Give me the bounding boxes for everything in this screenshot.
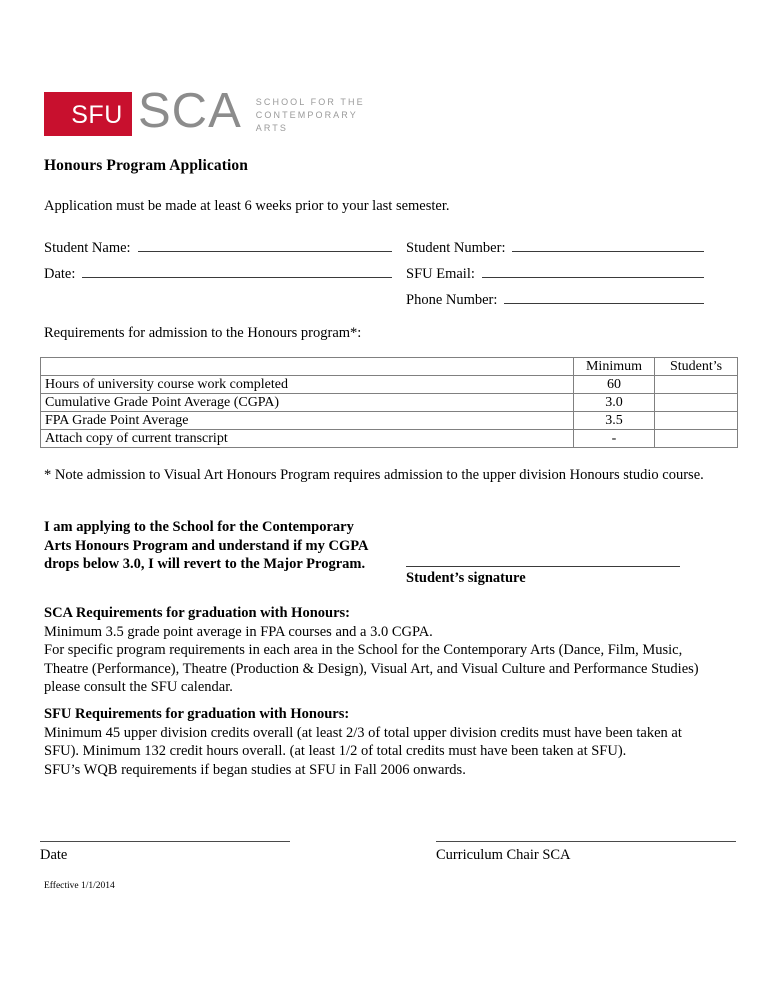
phone-number-field[interactable] bbox=[406, 290, 734, 309]
field-row-1 bbox=[44, 238, 734, 264]
column-header-requirement bbox=[41, 358, 574, 376]
sca-requirements-line-2: For specific program requirements in each area in the School for the Contemporary Arts (Dance, Film, Music, Theatre (Performance), Theatre (Production & Design), Visual Art, and Visual Culture and Performance Studies) please consult the SFU calendar. bbox=[44, 642, 699, 695]
effective-date-note: Effective 1/1/2014 bbox=[44, 881, 115, 891]
cell-minimum: 3.0 bbox=[574, 394, 655, 412]
requirements-intro: Requirements for admission to the Honours program*: bbox=[44, 325, 362, 341]
cell-requirement: Hours of university course work completed bbox=[41, 376, 574, 394]
sca-requirements-heading: SCA Requirements for graduation with Honours: bbox=[44, 605, 351, 621]
sfu-sca-logo bbox=[44, 84, 365, 138]
student-number-input[interactable] bbox=[512, 238, 704, 252]
student-signature-label: Student’s signature bbox=[406, 570, 526, 586]
applicant-fields bbox=[44, 238, 734, 316]
sca-requirements-block bbox=[44, 604, 714, 697]
phone-number-label: Phone Number: bbox=[406, 292, 498, 308]
requirements-table bbox=[40, 357, 738, 448]
sca-logo-tagline bbox=[256, 96, 365, 135]
tagline-line-1: SCHOOL FOR THE bbox=[255, 97, 365, 107]
sfu-email-label: SFU Email: bbox=[406, 266, 475, 282]
sfu-requirements-line-1: Minimum 45 upper division credits overall (at least 2/3 of total upper division credits must have been taken at SFU). Minimum 132 credit hours overall. (at least 1/2 of total credits must have been taken at SFU). bbox=[44, 724, 682, 759]
sfu-logo-text: SFU bbox=[71, 100, 123, 129]
declaration-line-3: drops below 3.0, I will revert to the Major Program. bbox=[44, 556, 366, 572]
approval-date-label: Date bbox=[40, 847, 68, 863]
table-row bbox=[41, 394, 738, 412]
student-number-field[interactable] bbox=[406, 238, 734, 257]
date-field[interactable] bbox=[44, 264, 406, 283]
cell-minimum: 3.5 bbox=[574, 412, 655, 430]
sca-requirements-line-1: Minimum 3.5 grade point average in FPA courses and a 3.0 CGPA. bbox=[44, 623, 433, 640]
approval-signature-row bbox=[40, 840, 734, 874]
field-row-2 bbox=[44, 264, 734, 290]
requirements-table-body bbox=[41, 358, 738, 448]
table-row bbox=[41, 376, 738, 394]
visual-art-note: * Note admission to Visual Art Honours Program requires admission to the upper division Honours studio course. bbox=[44, 467, 704, 483]
cell-student-entry[interactable] bbox=[655, 430, 738, 448]
table-header-row bbox=[41, 358, 738, 376]
curriculum-chair-field[interactable] bbox=[436, 840, 736, 864]
column-header-minimum: Minimum bbox=[574, 358, 655, 376]
cell-requirement: Cumulative Grade Point Average (CGPA) bbox=[41, 394, 574, 412]
curriculum-chair-label: Curriculum Chair SCA bbox=[436, 847, 571, 863]
sfu-email-field[interactable] bbox=[406, 264, 734, 283]
student-name-label: Student Name: bbox=[44, 240, 131, 256]
cell-requirement: Attach copy of current transcript bbox=[41, 430, 574, 448]
intro-text: Application must be made at least 6 weeks prior to your last semester. bbox=[44, 198, 450, 214]
student-signature-area bbox=[406, 556, 681, 587]
sfu-requirements-line-2: SFU’s WQB requirements if began studies at SFU in Fall 2006 onwards. bbox=[44, 761, 466, 778]
cell-minimum: - bbox=[574, 430, 655, 448]
field-row-3 bbox=[44, 290, 734, 316]
column-header-student: Student’s bbox=[655, 358, 738, 376]
sfu-requirements-heading: SFU Requirements for graduation with Honours: bbox=[44, 706, 350, 722]
sfu-logo-mark bbox=[44, 92, 132, 136]
tagline-line-3: ARTS bbox=[255, 123, 289, 133]
date-input[interactable] bbox=[82, 264, 392, 278]
student-name-input[interactable] bbox=[138, 238, 392, 252]
sfu-requirements-block bbox=[44, 705, 714, 779]
student-name-field[interactable] bbox=[44, 238, 406, 257]
declaration-line-2: Arts Honours Program and understand if my CGPA bbox=[44, 537, 369, 554]
sfu-email-input[interactable] bbox=[482, 264, 704, 278]
cell-student-entry[interactable] bbox=[655, 394, 738, 412]
date-label: Date: bbox=[44, 266, 76, 282]
page-title: Honours Program Application bbox=[44, 157, 248, 174]
approval-date-field[interactable] bbox=[40, 840, 290, 864]
phone-number-input[interactable] bbox=[504, 290, 704, 304]
table-row bbox=[41, 412, 738, 430]
cell-requirement: FPA Grade Point Average bbox=[41, 412, 574, 430]
declaration-line-1: I am applying to the School for the Contemporary bbox=[44, 519, 354, 535]
cell-minimum: 60 bbox=[574, 376, 655, 394]
table-row bbox=[41, 430, 738, 448]
student-signature-input[interactable] bbox=[406, 556, 680, 567]
sca-logo-text: SCA bbox=[138, 84, 242, 138]
approval-date-input[interactable] bbox=[40, 840, 290, 842]
curriculum-chair-input[interactable] bbox=[436, 840, 736, 842]
cell-student-entry[interactable] bbox=[655, 376, 738, 394]
approval-signature-block bbox=[40, 840, 734, 874]
cell-student-entry[interactable] bbox=[655, 412, 738, 430]
declaration-statement bbox=[44, 518, 394, 574]
student-number-label: Student Number: bbox=[406, 240, 506, 256]
tagline-line-2: CONTEMPORARY bbox=[255, 110, 358, 120]
